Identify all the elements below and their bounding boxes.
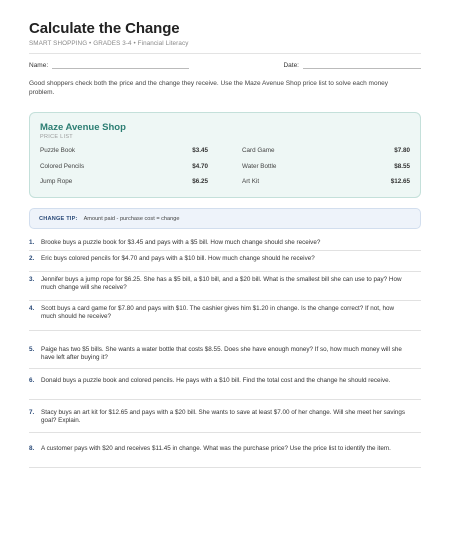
question-item: [29, 369, 421, 400]
item-name: Puzzle Book: [40, 147, 76, 155]
tip-text: Amount paid - purchase cost = change: [83, 215, 180, 222]
item-name: Card Game: [242, 147, 275, 155]
price-row: [242, 174, 410, 189]
question-number: 2.: [29, 255, 35, 263]
worksheet-page: [29, 20, 421, 468]
question-number: 3.: [29, 276, 35, 284]
name-label: Name:: [29, 62, 49, 69]
intro-text: Good shoppers check both the price and the change they receive. Use the Maze Avenue Shop price list to solve each money problem.: [29, 80, 389, 96]
price-list-box: [29, 112, 421, 198]
name-answer-line[interactable]: [52, 62, 189, 69]
item-price: $8.55: [394, 162, 410, 170]
question-number: 4.: [29, 305, 35, 313]
date-field: [283, 62, 421, 69]
question-number: 5.: [29, 346, 35, 354]
question-text: Jennifer buys a jump rope for $6.25. She has a $5 bill, a $10 bill, and a $20 bill. What is the smallest bill she can use to pay? How much change will she receive?: [41, 276, 402, 292]
question-text: Donald buys a puzzle book and colored pencils. He pays with a $10 bill. Find the total cost and the change he should receive.: [41, 377, 391, 385]
shop-name: Maze Avenue Shop: [40, 122, 126, 134]
question-item: [29, 400, 421, 433]
date-answer-line[interactable]: [303, 62, 421, 69]
date-label: Date:: [283, 62, 299, 69]
item-price: $12.65: [390, 177, 410, 185]
item-price: $7.80: [394, 147, 410, 155]
item-price: $6.25: [192, 177, 208, 185]
price-column-right: [242, 143, 410, 189]
price-column-left: [40, 143, 208, 189]
change-tip-box: [29, 208, 421, 229]
name-field: [29, 62, 189, 69]
question-item: [29, 251, 421, 272]
question-number: 8.: [29, 445, 35, 453]
price-row: [242, 158, 410, 173]
item-name: Water Bottle: [242, 162, 277, 170]
question-item: [29, 272, 421, 301]
name-date-row: [29, 62, 421, 69]
question-text: Brooke buys a puzzle book for $3.45 and pays with a $5 bill. How much change should she receive?: [41, 239, 321, 247]
tip-label: CHANGE TIP:: [39, 215, 78, 222]
price-list-heading: PRICE LIST: [40, 134, 73, 141]
item-name: Art Kit: [242, 177, 260, 185]
price-row: [242, 143, 410, 158]
item-name: Jump Rope: [40, 177, 73, 185]
price-row: [40, 158, 208, 173]
question-list: [29, 235, 421, 468]
question-number: 1.: [29, 239, 35, 247]
header-divider: [29, 53, 421, 54]
page-title: Calculate the Change: [29, 20, 180, 37]
item-price: $4.70: [192, 162, 208, 170]
question-text: Scott buys a card game for $7.80 and pays with $10. The cashier gives him $1.20 in change. Is the change correct? If not, how much should he receive?: [41, 305, 395, 321]
question-text: Paige has two $5 bills. She wants a water bottle that costs $8.55. Does she have enough money? If so, how much money will she have left after buying it?: [41, 346, 402, 362]
question-item: [29, 331, 421, 369]
price-row: [40, 143, 208, 158]
question-item: [29, 433, 421, 468]
question-item: [29, 301, 421, 331]
question-text: Stacy buys an art kit for $12.65 and pays with a $20 bill. She wants to save at least $7.00 of her change. Will she meet her savings goal? Explain.: [41, 409, 406, 425]
question-number: 6.: [29, 377, 35, 385]
question-text: A customer pays with $20 and receives $11.45 in change. What was the purchase price? Use the price list to identify the item.: [41, 445, 391, 453]
price-row: [40, 174, 208, 189]
item-name: Colored Pencils: [40, 162, 85, 170]
question-item: [29, 235, 421, 251]
question-text: Eric buys colored pencils for $4.70 and pays with a $10 bill. How much change should he receive?: [41, 255, 315, 263]
answer-line[interactable]: [29, 467, 421, 468]
page-subtitle: SMART SHOPPING • GRADES 3-4 • Financial Literacy: [29, 40, 189, 47]
question-number: 7.: [29, 409, 35, 417]
price-grid: [40, 143, 410, 189]
item-price: $3.45: [192, 147, 208, 155]
